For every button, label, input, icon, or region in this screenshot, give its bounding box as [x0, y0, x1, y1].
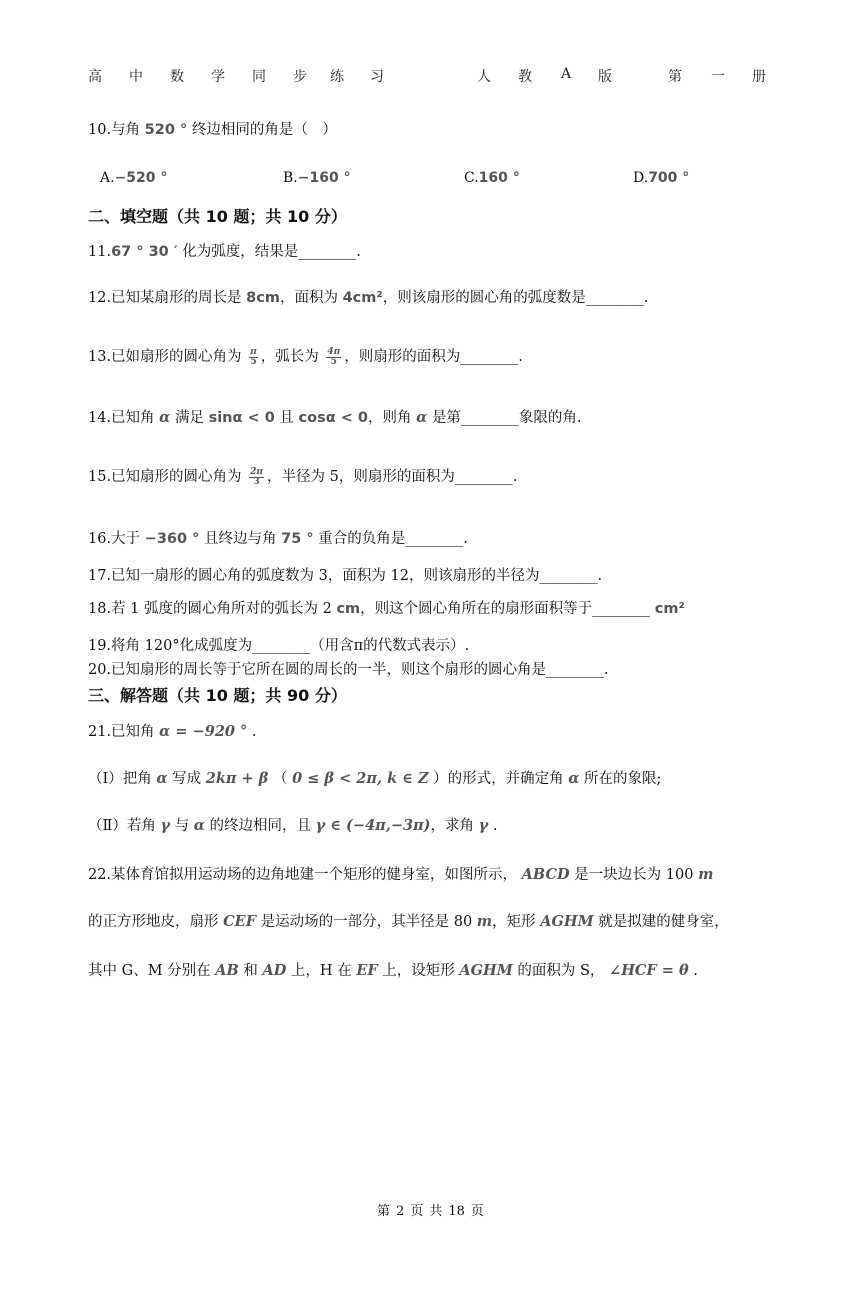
- q12-area: 4cm²: [342, 290, 383, 306]
- q21-1-condition: 0 ≤ β < 2π, k ∈ Z: [292, 770, 429, 787]
- header-char: 中: [129, 69, 143, 85]
- q21-text: .: [247, 724, 257, 740]
- question-11: [88, 242, 361, 262]
- q21-1-text: （Ⅰ）把角: [88, 771, 157, 787]
- q11-angle: 67 ° 30 ′: [111, 244, 178, 260]
- q14-text: 14.已知角: [88, 410, 160, 426]
- header-char: 一: [711, 69, 725, 85]
- option-letter: D.: [633, 170, 649, 186]
- header-char: A: [561, 66, 572, 82]
- q12-perimeter: 8cm: [246, 290, 280, 306]
- header-char: 版: [598, 69, 612, 85]
- header-char: 数: [170, 69, 184, 85]
- q15-text: ，半径为 5，则扇形的面积为________.: [267, 469, 518, 485]
- q21-2-text: 的终边相同，且: [204, 818, 316, 834]
- q16-text: 且终边与角: [199, 531, 282, 547]
- q21-2-text: 与: [170, 818, 194, 834]
- section-fill-in-heading: 二、填空题（共 10 题；共 10 分）: [88, 207, 347, 226]
- header-char: 习: [370, 69, 384, 85]
- q12-text: ，则该扇形的圆心角的弧度数是________.: [382, 290, 649, 306]
- q14-text: 且: [274, 410, 299, 426]
- header-char: 练: [330, 69, 344, 85]
- q13-text: ，弧长为: [260, 349, 324, 365]
- question-21-part-2: [88, 816, 497, 836]
- q10-suffix: 终边相同的角是（ ）: [187, 122, 337, 138]
- option-letter: A.: [100, 170, 115, 186]
- question-13: [88, 347, 523, 367]
- option-value: 700 °: [648, 170, 690, 186]
- total-pages: 18: [448, 1204, 465, 1219]
- alpha-symbol: α: [193, 817, 205, 834]
- alpha-symbol: α: [568, 770, 580, 787]
- option-value: −520 °: [114, 170, 168, 186]
- q14-alpha: α: [159, 409, 171, 426]
- q10-angle: 520 °: [144, 122, 188, 138]
- q14-alpha: α: [416, 409, 428, 426]
- option-b: [283, 170, 351, 186]
- q16-angle-bound: −360 °: [144, 531, 200, 547]
- q12-text: ，面积为: [279, 290, 343, 306]
- q14-sin-condition: sinα < 0: [208, 410, 275, 426]
- question-12: [88, 288, 648, 308]
- q21-text: 21.已知角: [88, 724, 160, 740]
- question-14: [88, 408, 582, 428]
- section-answer-heading: 三、解答题（共 10 题；共 90 分）: [88, 686, 347, 705]
- question-22-line-1: [88, 865, 713, 885]
- q22-text: 上，H 在: [286, 963, 357, 979]
- q13-text: 13.已如扇形的圆心角为: [88, 349, 247, 365]
- q22-text: 其中 G、M 分别在: [88, 963, 216, 979]
- gamma-symbol: γ: [478, 817, 489, 834]
- option-value: −160 °: [297, 170, 351, 186]
- option-value: 160 °: [478, 170, 520, 186]
- q22-segment-label: AB: [215, 962, 239, 979]
- q16-text: 16.大于: [88, 531, 145, 547]
- footer-text: 共: [429, 1204, 443, 1219]
- q13-angle-fraction: $\frac{\pi}{5}$: [250, 346, 257, 367]
- q14-text: 是第________象限的角.: [427, 410, 582, 426]
- q22-segment-label: AD: [262, 962, 287, 979]
- question-22-line-2: [88, 912, 729, 932]
- question-21-part-1: [88, 769, 661, 789]
- option-d: [633, 170, 689, 186]
- header-char: 教: [518, 69, 532, 85]
- q22-text: 的正方形地皮，扇形: [88, 914, 224, 930]
- q14-text: 满足: [170, 410, 209, 426]
- q16-text: 重合的负角是________.: [313, 531, 468, 547]
- header-char: 人: [477, 69, 491, 85]
- question-17: 17.已知一扇形的圆心角的弧度数为 3，面积为 12，则该扇形的半径为________.: [88, 568, 603, 584]
- q21-1-form: 2kπ + β: [205, 770, 269, 787]
- q21-1-text: 写成: [167, 771, 206, 787]
- question-21: [88, 722, 257, 742]
- q18-text: ，则这个圆心角所在的扇形面积等于________: [360, 601, 655, 617]
- q22-text: 就是拟建的健身室，: [593, 914, 729, 930]
- question-15: [88, 467, 517, 487]
- q11-number: 11.: [88, 244, 112, 260]
- q21-1-text: 所在的象限;: [579, 771, 662, 787]
- q22-rect-label: AGHM: [459, 962, 513, 979]
- q22-unit: m: [698, 866, 714, 883]
- q16-angle: 75 °: [281, 531, 314, 547]
- q22-text: .: [688, 963, 698, 979]
- q14-cos-condition: cosα < 0: [298, 410, 368, 426]
- question-22-line-3: [88, 961, 698, 981]
- q22-text: 上，设矩形: [377, 963, 460, 979]
- option-a: [100, 170, 167, 186]
- q22-text: ，矩形: [492, 914, 541, 930]
- q13-arc-fraction: $\frac{4\pi}{5}$: [327, 346, 341, 367]
- q22-text: 的面积为 S，: [512, 963, 610, 979]
- header-char: 册: [752, 69, 766, 85]
- option-letter: C.: [464, 170, 479, 186]
- q22-arc-label: EF: [356, 962, 378, 979]
- header-char: 高: [88, 69, 102, 85]
- question-18: [88, 599, 685, 619]
- option-c: [464, 170, 520, 186]
- header-char: 步: [293, 69, 307, 85]
- gamma-symbol: γ: [160, 817, 171, 834]
- question-16: [88, 529, 468, 549]
- q14-text: ，则角: [368, 410, 417, 426]
- q22-unit: m: [476, 913, 493, 930]
- question-10: [88, 120, 337, 140]
- q21-2-text: .: [488, 818, 498, 834]
- footer-text: 第: [377, 1204, 391, 1219]
- q18-text: 18.若 1 弧度的圆心角所对的弧长为 2: [88, 601, 337, 617]
- q21-1-text: ）的形式，并确定角: [428, 771, 569, 787]
- q22-text: 是运动场的一部分，其半径是 80: [256, 914, 477, 930]
- q21-2-text: （Ⅱ）若角: [88, 818, 161, 834]
- question-19: 19.将角 120°化成弧度为________（用含π的代数式表示）.: [88, 638, 470, 654]
- q11-text: 化为弧度，结果是________.: [177, 244, 361, 260]
- page-number: 2: [396, 1204, 405, 1219]
- footer-text: 页: [410, 1204, 424, 1219]
- header-char: 学: [211, 69, 225, 85]
- q21-1-text: （: [268, 771, 293, 787]
- q22-sector-label: CEF: [223, 913, 256, 930]
- q22-square-label: ABCD: [521, 866, 570, 883]
- q21-2-interval: γ ∈ (−4π,−3π): [315, 817, 431, 834]
- option-letter: B.: [283, 170, 298, 186]
- q21-2-text: ，求角: [430, 818, 479, 834]
- q10-prefix: 10.与角: [88, 122, 145, 138]
- q22-text: 是一块边长为 100: [569, 867, 699, 883]
- q12-text: 12.已知某扇形的周长是: [88, 290, 247, 306]
- q15-text: 15.已知扇形的圆心角为: [88, 469, 247, 485]
- page-footer: [0, 1200, 861, 1219]
- q22-text: 和: [238, 963, 263, 979]
- q18-unit: cm: [336, 601, 361, 617]
- question-20: 20.已知扇形的周长等于它所在圆的周长的一半，则这个扇形的圆心角是________.: [88, 662, 609, 678]
- q22-rect-label: AGHM: [540, 913, 594, 930]
- alpha-symbol: α: [156, 770, 168, 787]
- footer-text: 页: [470, 1204, 484, 1219]
- q22-angle-expression: ∠HCF = θ: [609, 962, 689, 979]
- header-char: 第: [668, 69, 682, 85]
- header-char: 同: [252, 69, 266, 85]
- q13-text: ，则扇形的面积为________.: [344, 349, 523, 365]
- q15-angle-fraction: $\frac{2\pi}{3}$: [250, 466, 264, 487]
- q18-unit: cm²: [654, 601, 685, 617]
- q21-expression: α = −920 °: [159, 723, 248, 740]
- q22-text: 22.某体育馆拟用运动场的边角地建一个矩形的健身室，如图所示，: [88, 867, 522, 883]
